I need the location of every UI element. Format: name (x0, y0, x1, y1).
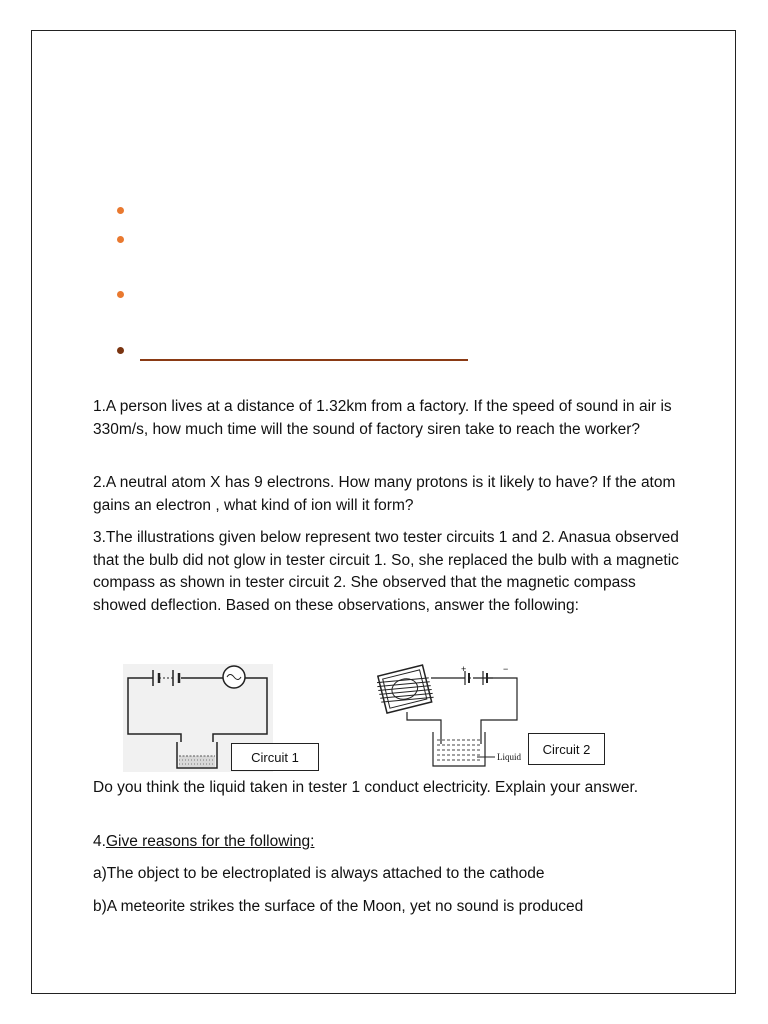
question-3-followup: Do you think the liquid taken in tester 1 conduct electricity. Explain your answer. (93, 779, 639, 796)
compass-icon (377, 664, 435, 713)
bullet-2 (117, 236, 124, 243)
bullet-3 (117, 291, 124, 298)
question-2: 2.A neutral atom X has 9 electrons. How many protons is it likely to have? If the atom gains an electron , what kind of ion will it form? (93, 474, 676, 514)
question-4-heading-text: Give reasons for the following: (105, 833, 315, 850)
bullet-4 (117, 347, 124, 354)
circuit-2-minus-label: − (503, 664, 509, 674)
circuit-2-caption-text: Circuit 2 (542, 741, 591, 757)
circuit-2-liquid-label: Liquid (497, 752, 521, 762)
circuit-2-figure (377, 662, 527, 770)
question-4b: b)A meteorite strikes the surface of the Moon, yet no sound is produced (93, 898, 584, 915)
question-4-number: 4. (93, 833, 106, 850)
bullet-1 (117, 207, 124, 214)
circuit-1-caption-text: Circuit 1 (251, 749, 299, 765)
question-3: 3.The illustrations given below represent two tester circuits 1 and 2. Anasua observed that the bulb did not glow in tester circuit 1. So, she replaced the bulb with a magnetic compass as shown in tester circuit 2. She observed that the magnetic compass showed deflection. Based on these observations, answer the following: (93, 529, 679, 614)
circuit-2-plus-label: + (461, 664, 467, 674)
circuit-1-caption (231, 743, 319, 771)
question-4-heading (93, 831, 683, 854)
title-underline-rule (140, 359, 468, 361)
question-1: 1.A person lives at a distance of 1.32km from a factory. If the speed of sound in air is 330m/s, how much time will the sound of factory siren take to reach the worker? (93, 398, 672, 438)
circuit-2-caption (528, 733, 605, 765)
question-4a: a)The object to be electroplated is always attached to the cathode (93, 865, 545, 882)
